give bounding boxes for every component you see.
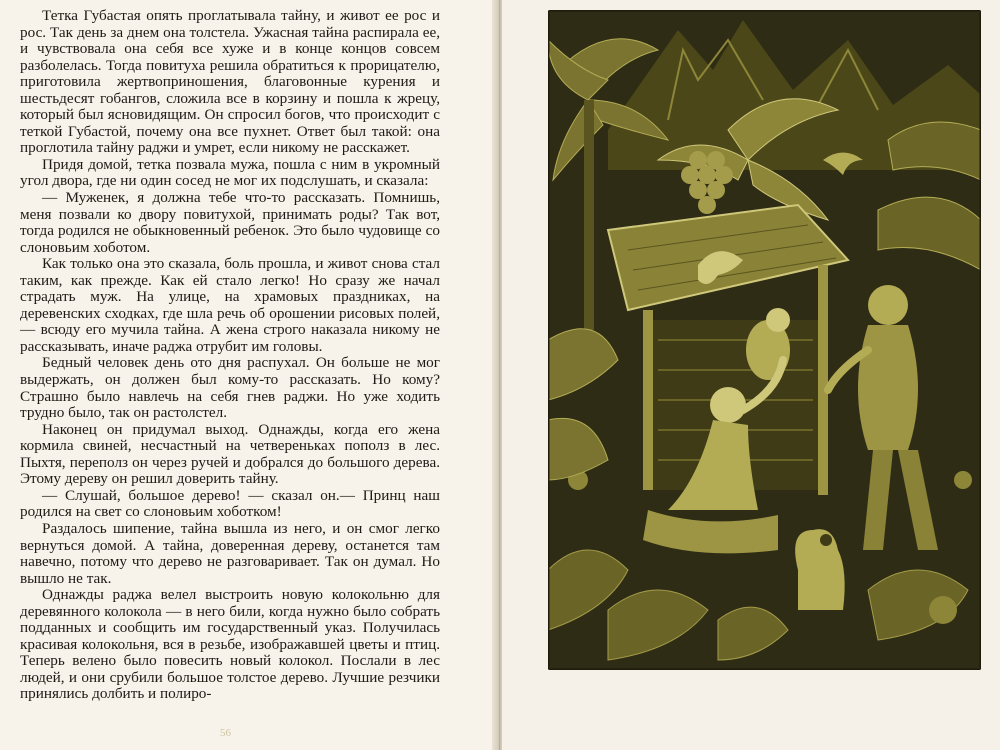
paragraph-6: Наконец он придумал выход. Однажды, когда его жена кормила свиней, несчастный на четвереньках пополз в лес. Пыхтя, переполз он через ручей и добрался до большого дерева. Этому дереву он решил доверить тайну. <box>20 420 440 488</box>
text-block <box>20 8 440 703</box>
paragraph-1: Тетка Губастая опять проглатывала тайну, и живот ее рос и рос. Так день за днем она толстела. Ужасная тайна распирала ее, и чувствовала она себя все хуже и в конце концов совсем разболелась. Тогда повитуха решила обратиться к прорицателю, приготовила жертвоприношения, благовонные курения и шестьдесят гобангов, сложила все в корзину и пошла к жрецу, который был ясновидящим. Он спросил богов, что происходит с теткой Губастой, почему она все пухнет. Ответ был такой: она проглотила тайну раджи и умрет, если никому не расскажет. <box>20 7 440 157</box>
paragraph-3: — Муженек, я должна тебе что-то рассказать. Помнишь, меня позвали ко двору повитухой, принимать роды? Так вот, тогда родился не обыкновенный ребенок. Это было чудовище со слоновьим хоботом. <box>20 189 440 256</box>
paragraph-4: Как только она это сказала, боль прошла, и живот снова стал таким, как прежде. Как ей стало легко! Но сразу же начал страдать муж. На улице, на храмовых праздниках, на деревенских сходках, где шла речь об орошении рисовых полей,— всюду его мучила тайна. А жена строго наказала никому не рассказывать, иначе раджа отрубит им головы. <box>20 255 440 355</box>
left-page <box>0 0 498 750</box>
paragraph-9: Однажды раджа велел выстроить новую колокольню для деревянного колокола — в него били, когда нужно было собрать подданных и сообщить им государственный указ. Получилась красивая колокольня, вся в резьбе, изображавшей цветы и птиц. Теперь велено было повесить новый колокол. Послали в лес людей, и они срубили большое толстое дерево. Лучшие резчики принялись долбить и полиро- <box>20 586 440 703</box>
page-number: 56 <box>220 727 231 739</box>
paragraph-8: Раздалось шипение, тайна вышла из него, и он смог легко вернуться домой. А тайна, доверенная дереву, останется там навечно, потому что дерево не разговаривает. Так он думал. Но вышло не так. <box>20 519 440 587</box>
relief-artwork <box>548 10 981 670</box>
paragraph-2: Придя домой, тетка позвала мужа, пошла с ним в укромный угол двора, где ни один сосед не мог их подслушать, и сказала: <box>20 155 440 190</box>
carved-relief-illustration <box>548 10 981 670</box>
paragraph-5: Бедный человек день ото дня распухал. Он больше не мог выдержать, он должен был кому-то рассказать. Но кому? Страшно было навлечь на себя гнев раджи. Но уже ходить трудно было, так он растолстел. <box>20 354 440 422</box>
paragraph-7: — Слушай, большое дерево! — сказал он.— Принц наш родился на свет со слоновьим хоботком! <box>20 486 440 521</box>
